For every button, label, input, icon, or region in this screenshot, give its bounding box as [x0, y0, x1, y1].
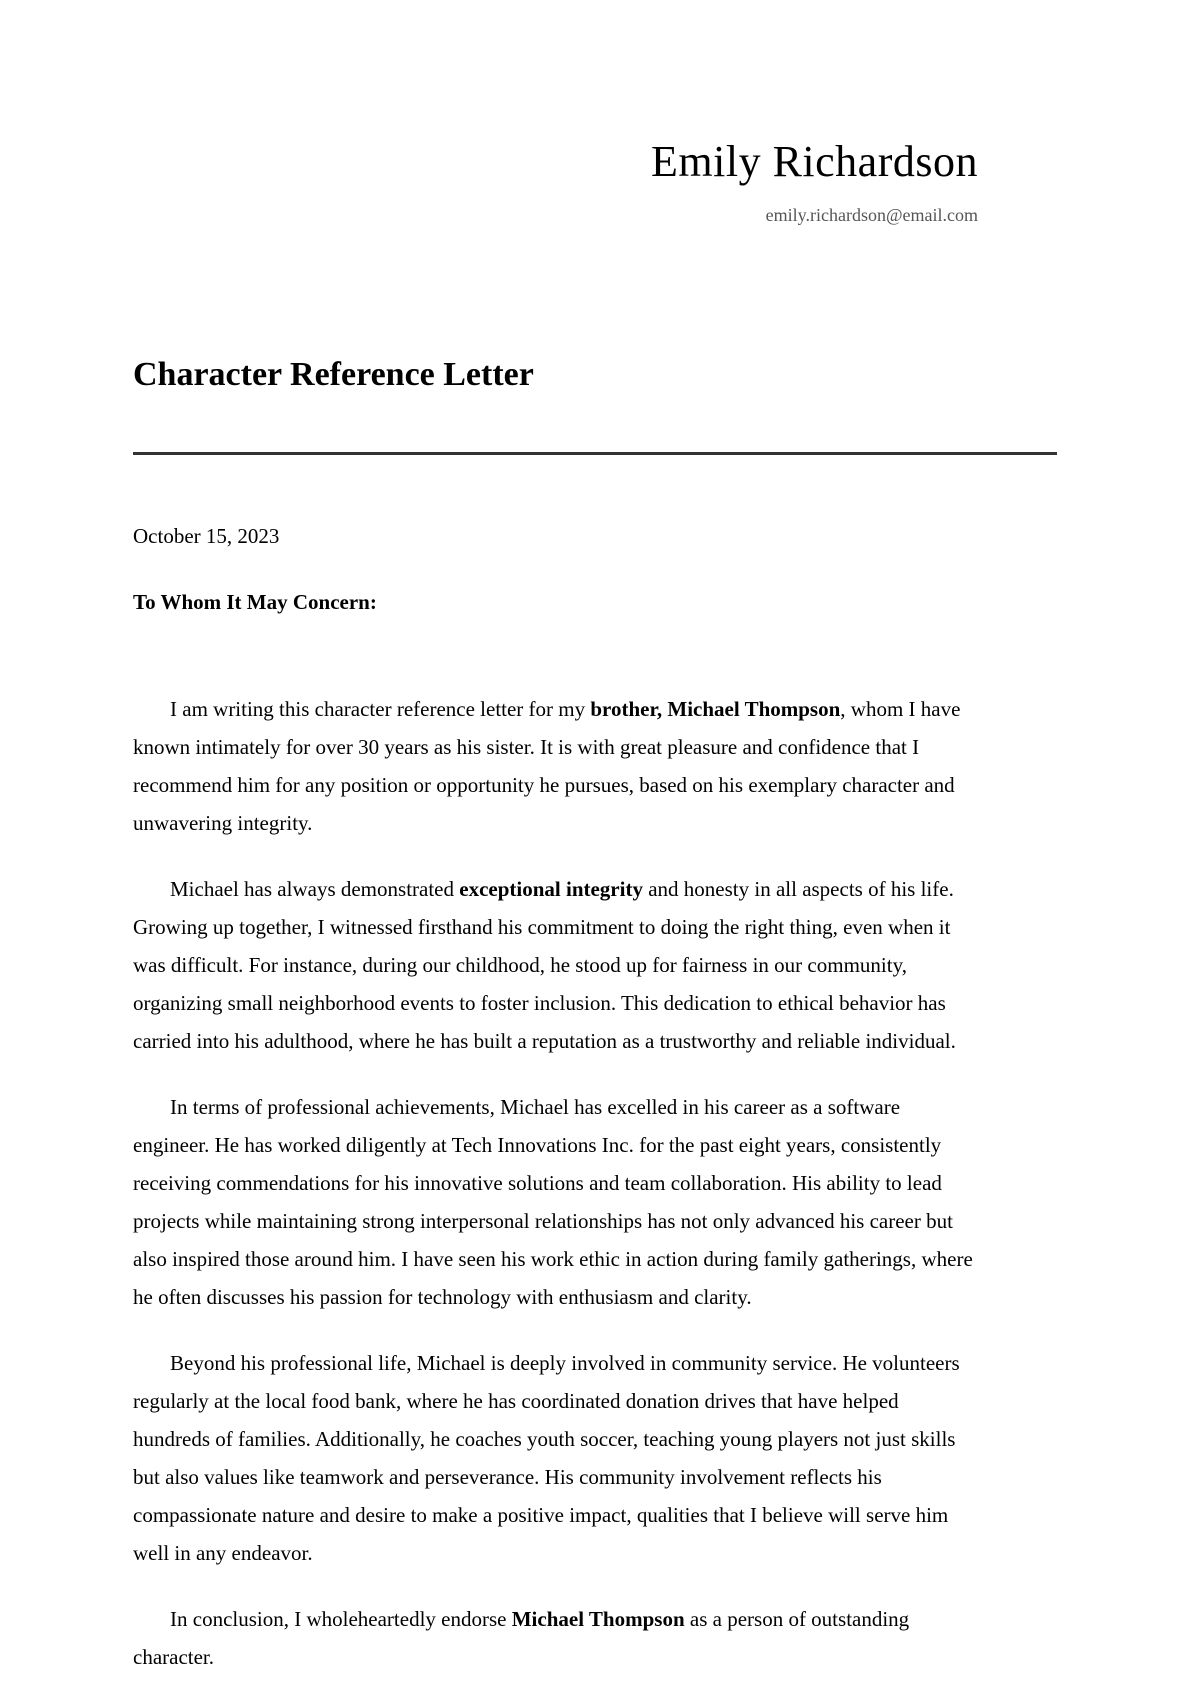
letter-date: October 15, 2023 [133, 523, 280, 548]
letter-paragraph: Beyond his professional life, Michael is deeply involved in community service. He volunteers regularly at the local food bank, where he has coordinated donation drives that have helped hundreds of families. Additionally, he coaches youth soccer, teaching young players not just skills but also values like teamwork and perseverance. His community involvement reflects his compassionate nature and desire to make a positive impact, qualities that I believe will serve him well in any endeavor. [133, 1350, 960, 1565]
letter-paragraph: Michael has always demonstrated exceptional integrity and honesty in all aspects of his life. Growing up together, I witnessed firsthand his commitment to doing the right thing, even when it was difficult. For instance, during our childhood, he stood up for fairness in our community, organizing small neighborhood events to foster inclusion. This dedication to ethical behavior has carried into his adulthood, where he has built a reputation as a trustworthy and reliable individual. [133, 876, 956, 1053]
bold-text: exceptional integrity [459, 876, 643, 901]
author-email: emily.richardson@email.com [765, 204, 978, 225]
letter-salutation: To Whom It May Concern: [133, 589, 377, 614]
title-divider [133, 452, 1057, 455]
letter-content [133, 136, 978, 1676]
bold-text: Michael Thompson [511, 1606, 685, 1631]
letter-paragraph: In conclusion, I wholeheartedly endorse Michael Thompson as a person of outstanding character. [133, 1606, 910, 1669]
author-name: Emily Richardson [651, 137, 978, 186]
document-title: Character Reference Letter [133, 355, 534, 393]
letter-paragraph: I am writing this character reference letter for my brother, Michael Thompson, whom I have known intimately for over 30 years as his sister. It is with great pleasure and confidence that I recommend him for any position or opportunity he pursues, based on his exemplary character and unwavering integrity. [133, 696, 961, 835]
letter-header [133, 136, 978, 228]
bold-text: brother, Michael Thompson [590, 696, 841, 721]
letter-paragraph: In terms of professional achievements, Michael has excelled in his career as a software engineer. He has worked diligently at Tech Innovations Inc. for the past eight years, consistently receiving commendations for his innovative solutions and team collaboration. His ability to lead projects while maintaining strong interpersonal relationships has not only advanced his career but also inspired those around him. I have seen his work ethic in action during family gatherings, where he often discusses his passion for technology with enthusiasm and clarity. [133, 1094, 973, 1309]
letter-body [133, 690, 978, 1676]
